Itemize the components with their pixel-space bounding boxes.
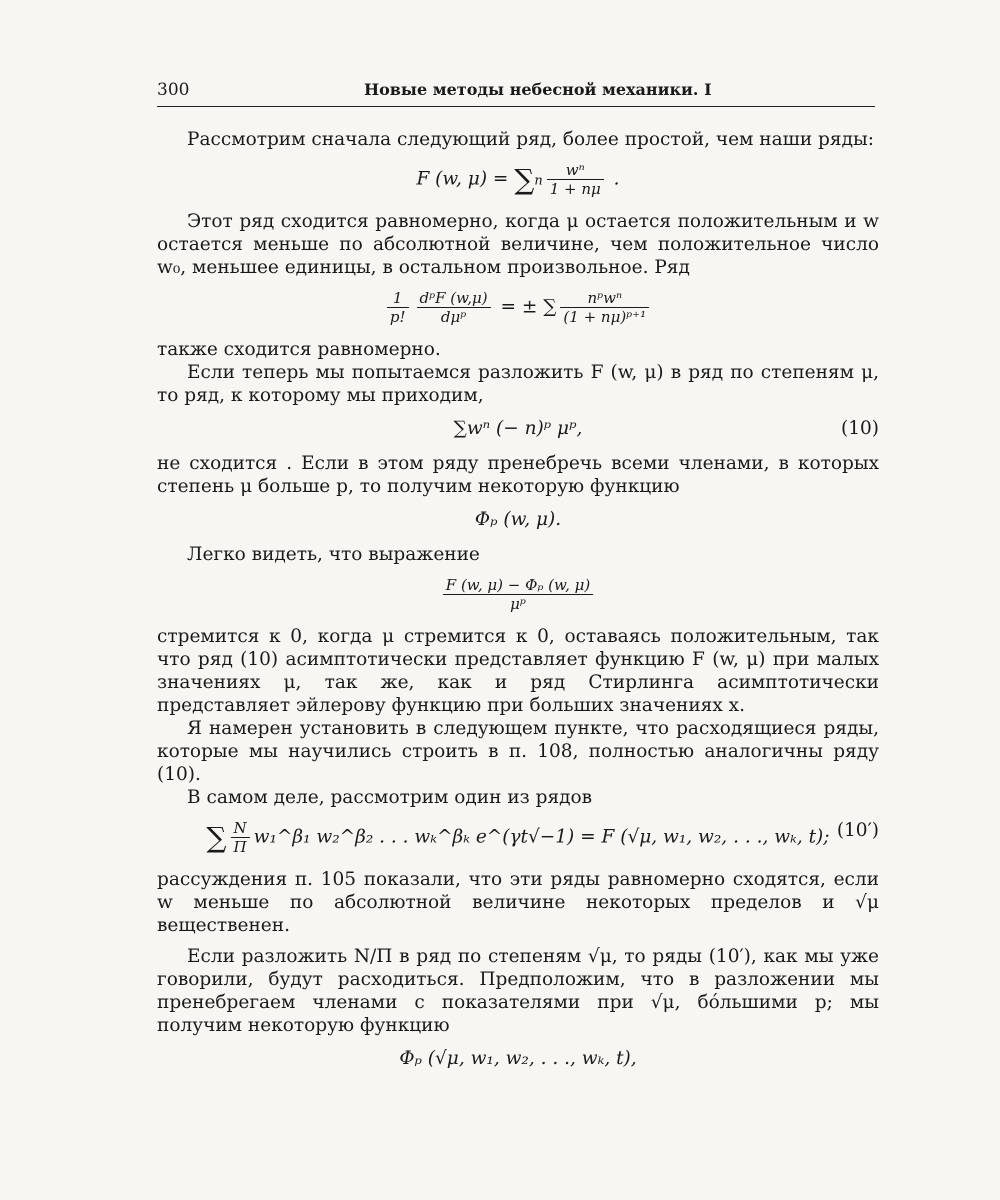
paragraph-10: рассуждения п. 105 показали, что эти ряды равномерно сходятся, если w меньше по абсолютной величине некоторых пределов и √μ вещественен. bbox=[157, 869, 879, 936]
formula-10-prime bbox=[157, 819, 879, 856]
paragraph-6: Легко видеть, что выражение bbox=[187, 544, 480, 565]
numerator: 1 bbox=[387, 289, 409, 308]
formula-phi bbox=[157, 508, 879, 531]
formula-tail: . bbox=[607, 168, 620, 190]
numerator: wⁿ bbox=[547, 161, 604, 180]
fraction bbox=[417, 289, 491, 326]
page-number: 300 bbox=[157, 80, 190, 100]
formula-text: w₁^β₁ w₂^β₂ . . . wₖ^βₖ e^(γt√−1) = F (√μ, w₁, w₂, . . ., wₖ, t); bbox=[253, 826, 830, 848]
formula-lhs: F (w, μ) = bbox=[416, 168, 515, 190]
equation-number: (10) bbox=[841, 418, 879, 439]
fraction bbox=[387, 289, 409, 326]
formula-difference bbox=[157, 576, 879, 613]
paragraph-4: Если теперь мы попытаемся разложить F (w, μ) в ряд по степеням μ, то ряд, к которому мы приходим, bbox=[157, 362, 879, 406]
numerator: dᵖF (w,μ) bbox=[417, 289, 491, 308]
numerator: nᵖwⁿ bbox=[560, 289, 649, 308]
paragraph-7: стремится к 0, когда μ стремится к 0, оставаясь положительным, так что ряд (10) асимптотически представляет функцию F (w, μ) при малых значениях μ, так же, как и ряд Стирлинга асимптотически представляет эйлерову функцию при больших значениях x. bbox=[157, 626, 879, 716]
paragraph-1: Рассмотрим сначала следующий ряд, более простой, чем наши ряды: bbox=[187, 129, 874, 150]
formula-series-F bbox=[157, 161, 879, 198]
numerator: F (w, μ) − Φₚ (w, μ) bbox=[443, 576, 593, 595]
denominator: μᵖ bbox=[510, 595, 526, 613]
denominator: 1 + nμ bbox=[549, 180, 601, 198]
denominator: p! bbox=[389, 308, 406, 326]
formula-text: ∑wⁿ (− n)ᵖ μᵖ, bbox=[453, 418, 583, 439]
formula-middle: = ± ∑ bbox=[494, 296, 557, 318]
paragraph-8: Я намерен установить в следующем пункте, что расходящиеся ряды, которые мы научились строить в п. 108, полностью аналогичны ряду (10). bbox=[157, 718, 879, 785]
formula-10 bbox=[157, 417, 879, 440]
sum-symbol: ∑ bbox=[514, 163, 535, 196]
sum-index: n bbox=[534, 173, 543, 189]
paragraph-3: также сходится равномерно. bbox=[157, 339, 441, 360]
paragraph-11: Если разложить N/Π в ряд по степеням √μ, то ряды (10′), как мы уже говорили, будут расходиться. Предположим, что в разложении мы пренебрегаем членами с показателями при √μ, бóльшими p; мы получим некоторую функцию bbox=[157, 946, 879, 1036]
paragraph-9: В самом деле, рассмотрим один из рядов bbox=[187, 787, 593, 808]
running-title: Новые методы небесной механики. I bbox=[364, 80, 712, 99]
paragraph-5: не сходится . Если в этом ряду пренебречь всеми членами, в которых степень μ больше p, то получим некоторую функцию bbox=[157, 453, 879, 497]
fraction bbox=[560, 289, 649, 326]
paragraph-2: Этот ряд сходится равномерно, когда μ остается положительным и w остается меньше по абсолютной величине, чем положительное число w₀, меньшее единицы, в остальном произвольное. Ряд bbox=[157, 211, 879, 278]
denominator: Π bbox=[233, 838, 247, 856]
body-text bbox=[157, 128, 879, 1082]
equation-number: (10′) bbox=[836, 820, 879, 841]
formula-phi-final bbox=[157, 1047, 879, 1070]
numerator: N bbox=[231, 819, 250, 838]
fraction bbox=[443, 576, 593, 613]
page-header bbox=[157, 80, 875, 107]
formula-text: Φₚ (√μ, w₁, w₂, . . ., wₖ, t), bbox=[399, 1048, 637, 1069]
fraction bbox=[231, 819, 250, 856]
formula-text: Φₚ (w, μ). bbox=[474, 509, 562, 530]
sum-symbol: ∑ bbox=[206, 821, 227, 854]
denominator: dμᵖ bbox=[440, 308, 467, 326]
formula-derivative bbox=[157, 289, 879, 326]
fraction bbox=[547, 161, 604, 198]
denominator: (1 + nμ)ᵖ⁺¹ bbox=[563, 308, 647, 326]
